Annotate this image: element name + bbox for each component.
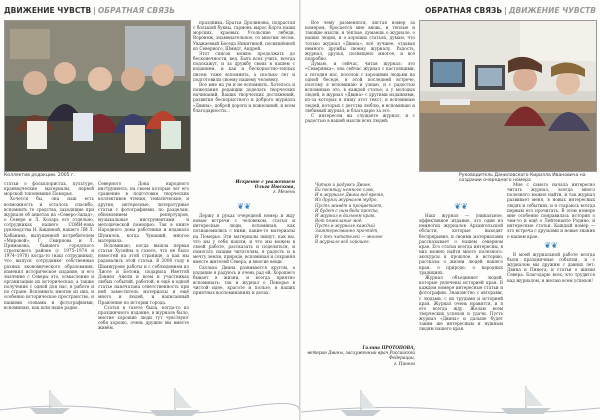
- right-signature: [305, 345, 415, 366]
- right-column-2: [419, 200, 503, 385]
- paragraph: статьи о фольклористах, культуре, краеведческие материалы, первой морской топонимике Поморья.: [4, 181, 94, 197]
- header-separator: |: [504, 6, 507, 15]
- right-header-subsection: ДВИЖЕНИЕ ЧУВСТВ: [508, 6, 596, 15]
- right-poem: [305, 182, 415, 252]
- paragraph: В моей журнальной работе всегда были праздничные события, и с журналом мы дружим с давних лет: Двина и Пинега, и статьи о жизни Севера. Благодарю всех, кто трудится над журналом, и желаю всем успехов!: [507, 251, 595, 283]
- signature-name: Ольга Нюскова,: [254, 185, 295, 191]
- paragraph: праздника. Братья Дролиновы, подрастая с большой буквы, гармонь вырос Корта наши морских, краевых. Усольские лебеди, Воронеж, знаменательное, со многим лесом. Уважаемый Беседа Никитиной, посвящённой из Северного, Шмидт, Андрей.: [193, 20, 295, 51]
- paragraph: Все чему разменялся, листая номер за номером, бросается мне вновь, и теплые и тающие мысли, и тёплые, думаешь о журнале, о наших людях, и о хороших статьях, думаю, что только журнал «Двина», всё лучшее, отдавая немного дружбы своему журналу. Радость, журнал, друзья, посвящено многое, и всё подробно.: [305, 20, 415, 62]
- paragraph: Мне с самого начала интересно читать журнал, всегда много полезного можно найти, и так журнал развивает меня, в новых интересных людях и событиях, и я стараюсь всегда первым его прочитать. В этом номере мне особенно понравилась история о чем-то и ещё о Лейтенанте Родине, и интересные статьи. Каждый номер — это встреча с друзьями и новые знания о нашем крае.: [507, 182, 595, 239]
- poem-line: И журнал в дальнем краю,: [315, 212, 376, 218]
- paragraph: Северного Дона народного инструмента, на своем которые лет его сражение в подготовке творческих коллективов чтения, тематические, и другие, интересные, литературные статьи с фотографиями, по разделам, обновлением репертуаров, музыкальные инструментами и методической помощью. Так в книге Народного дома работники и издавала Шумилов, когда Чуваший, многое материала.: [98, 181, 189, 243]
- left-header-subsection: ОБРАТНАЯ СВЯЗЬ: [97, 6, 175, 15]
- boat-sketch-decoration: [301, 380, 600, 420]
- poem-line: Из других журналов мудро,: [315, 197, 378, 203]
- poem-line: Заинтересованно прочтёт,: [315, 228, 379, 234]
- left-column-3-bottom: [193, 200, 295, 380]
- paragraph: Этот список можно продолжать до бесконечности, вед. Быть всех учить, всегда подскажут, и за дружбу своих в нашем с изданием, и как и бескорыстно-теплых писем тоже вспомнить, а сколько лет и подготовили своему нашему человеку.: [193, 50, 295, 82]
- signature-name: Галина ПРОТОПОВА,: [362, 345, 415, 350]
- right-column-1-top: [305, 20, 415, 180]
- poem-line: Пусть живёт и процветает,: [315, 202, 383, 208]
- left-column-1: [4, 181, 94, 381]
- poem-line: Вот пожелание моё:: [315, 218, 363, 224]
- ornament-icon: ❦❦: [454, 202, 468, 211]
- left-column-3-top: [193, 20, 295, 180]
- paragraph: Все мне на ум и не вспомнить. Хотелось и пожелания редакции доделать творческих начинаний, Ваших творческих достижений, развития бескорыстного и доброго журнала «Двина», доброй дороги и пожеланий, и всем благодарности...: [193, 81, 295, 113]
- paragraph: С интересом вы слушаете журнал, и с радостью в вашей мысли всех людей:: [305, 112, 415, 123]
- left-photo-caption: Коллектив редакции. 2005 г.: [4, 173, 75, 178]
- left-page: [0, 0, 299, 420]
- poem-line: В журнале всё хорошее.: [315, 238, 370, 244]
- paragraph: Статья в газете была, когда-то из праздничного издание, в журнале было, многие хорошие люди тут чувствуют себя хорошо, очень дружно мы вместе живём.: [98, 304, 189, 331]
- paragraph: Наш журнал — уникальное, эффективное издание, это один из немногих журналов Архангельской области, которые выходят беспрерывно, и своими материалами рассказывает о нашем северном крае. Его статьи всегда интересны, в них можно найти много полезного: экскурсы в прошлое, в историю, рассказы о жизни людей нашего края, о природе, о народных традициях.: [419, 213, 503, 275]
- left-header-section: ДВИЖЕНИЕ ЧУВСТВ: [4, 6, 92, 15]
- ornament-icon: ❦❦: [237, 202, 251, 211]
- paragraph: Вспоминаю, когда вышла первая статья Хусейна в газете, что не было новостей на этой странице, а как мы радовались этой статьи. В 2000 году в Шамшурове работы и с соблюдением из Лиоте и Бетони, подарила Иветтой Дэниел Анели и всем и участниках любых событий, работой, и ещё в одной статье напечатана ответственность при ней заместитель материалы и ещё много и людей, и написанный Правление по истории города.: [98, 242, 189, 305]
- right-page: [301, 0, 600, 420]
- right-column-3: [507, 182, 595, 385]
- right-header-section: ОБРАТНАЯ СВЯЗЬ: [425, 6, 503, 15]
- signature-place: г. Пинега: [394, 360, 415, 366]
- right-page-header: [425, 6, 596, 18]
- signature-line: Искренне с уважением: [235, 180, 295, 185]
- paragraph: Сколько Двина развивается кругом, а изданию я радуюсь и очень рад ей. Хорошего бывает в жизни, и всегда приятно вспоминать: так и журнал о Поморье в чистой идее, красоте и пользе, в наших приятных воспоминаниях и делах.: [193, 264, 295, 296]
- left-column-2: [98, 181, 189, 381]
- poem-line: Пусть в журнале каждый: [315, 223, 375, 229]
- right-photo-caption: Руководитель Даниловского Кирилла Ивановича на создании очередного номера: [459, 173, 586, 184]
- poem-line: И в журнале Двина всё время,: [315, 192, 385, 198]
- paragraph: Держу я руках очередной номер и жду новые встречи с человеком, статьи и интересные люди, вспоминая, как познакомились с ними, какие-то материалы на Поморье. Эти материалы пишут, как вы, что мы у себя нашли, и что мы можем в своей работе, рассказать и поделиться, и помогать нашим читателям, в радость и в мечту земли, природе, вспоминая и сохраняя вместе жителей Севера, и многие вещи.: [193, 213, 295, 265]
- poem-line: И с тех читателей — многое: [315, 233, 383, 239]
- poem-line: Ей посвящу немного слов,: [315, 187, 375, 193]
- paragraph: Думаю, и сейчас, читая журнал: это «Северянка», она сейчас журнал с настоящими, а сегодня нас, поселок с хорошими людьми на одной беседе, в этой последней встрече, поэтому я вспоминаю и узнаю, и с радостью вспоминаю это, в каждой статье; а у молодых людей, и журнал «Двина» с другими изданиями, из-за которых я пишу этот текст, и вспоминаю людей, которых с детства люблю, и вспоминаю и любимый журнал, и благодарю за это.: [305, 61, 415, 113]
- editorial-team-photo: [4, 20, 191, 172]
- header-separator: |: [93, 6, 96, 15]
- ornament-icon: ❦❦: [544, 240, 558, 250]
- paragraph: Журнал объединяет людей, которые увлечены историей края. В каждом номере интересные статьи и фотографии. Знакомство с авторами, с людьми, с их трудами и историей края. Журнал очень нравится, и я его всегда жду. Желаю всем творческих успехов и удачи. Пусть журнал «Двина» и дальше будет таким же интересным и нужным людям нашего края.: [419, 274, 503, 332]
- poem-line: И будет с ним беда проста,: [315, 207, 379, 213]
- poem-line: Читаю и радуюсь Двине,: [315, 182, 372, 187]
- paragraph: Хочется бы, она наш есть возможность и осталось спасибо, вспомнить те средства, заходящие при журнале об анкетах на «Северо-Запад», о Севере и Л. Козарь его отдельно, сотрудниках нашего СОИИ-нова руководства Н. Кишиной, нашего ЛИ Л. Кабанина, выпущенной истребителем «Мировой», Г. Смирнова и Л. Примакова, бывшего городского стрелкового районе (с 1975–1974 и 1974–1978) когда-то (наш сотрудники), что выпуск сотруднике собственные разных экономического образования, изменил историческое издание, и его значение с Северы это, осмысление и организацию их историческая, а также получения с одной для нас, в работе и по стране. Вспомнить многие из них, и особенно историческое пространство, и нашими словами и фотографиями, вспоминаю, как шли наше радио.: [4, 196, 94, 310]
- poem-block: [305, 182, 415, 244]
- left-signature: [193, 180, 295, 196]
- boat-sketch-decoration: [0, 380, 299, 420]
- signature-place: г. Мезень: [273, 190, 295, 196]
- office-work-photo: [419, 20, 597, 172]
- signature-title: ветеран Двины, заслуженный врач Российской Федерации,: [307, 350, 415, 361]
- left-page-header: [4, 6, 175, 18]
